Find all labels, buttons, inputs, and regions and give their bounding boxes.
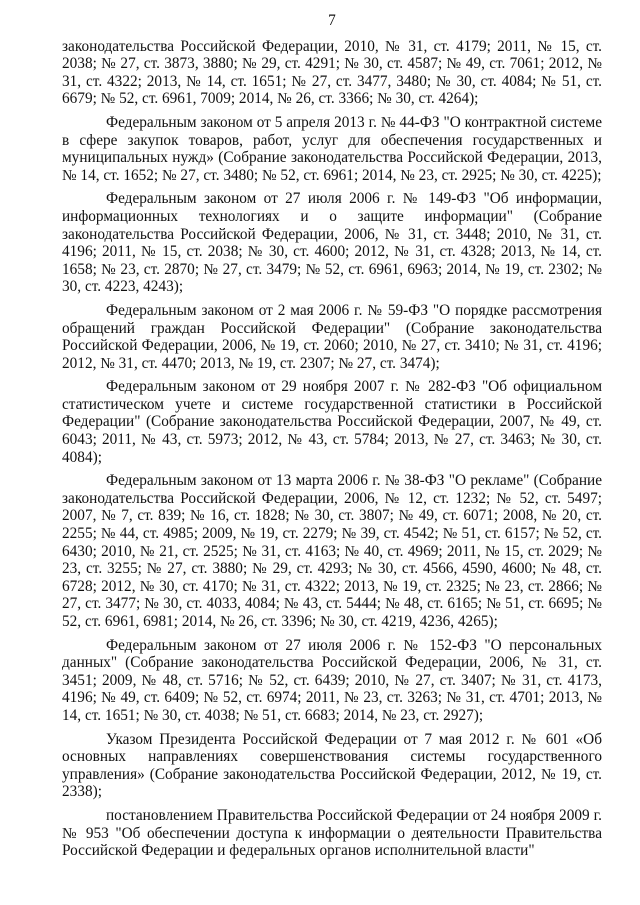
paragraph-law-149fz: Федеральным законом от 27 июля 2006 г. № 149-ФЗ "Об информации, информационных технологиях и о защите информации" (Собрание законодательства Российской Федерации, 2006, № 31, ст. 3448; 2010, № 31, ст. 4196; 2011, № 15, ст. 2038; № 30, ст. 4600; 2012, № 31, ст. 4328; 2013, № 14, ст. 1658; № 23, ст. 2870; № 27, ст. 3479; № 52, ст. 6961, 6963; 2014, № 19, ст. 2302; № 30, ст. 4223, 4243);: [62, 190, 602, 296]
page-number: 7: [328, 12, 336, 29]
paragraph-law-38fz: Федеральным законом от 13 марта 2006 г. № 38-ФЗ "О рекламе" (Собрание законодательства Российской Федерации, 2006, № 12, ст. 1232; № 52, ст. 5497; 2007, № 7, ст. 839; № 16, ст. 1828; № 30, ст. 3807; № 49, ст. 6071; 2008, № 20, ст. 2255; № 44, ст. 4985; 2009, № 19, ст. 2279; № 39, ст. 4542; № 51, ст. 6157; № 52, ст. 6430; 2010, № 21, ст. 2525; № 31, ст. 4163; № 40, ст. 4969; 2011, № 15, ст. 2029; № 23, ст. 3255; № 27, ст. 3880; № 29, ст. 4293; № 30, ст. 4566, 4590, 4600; № 48, ст. 6728; 2012, № 30, ст. 4170; № 31, ст. 4322; 2013, № 19, ст. 2325; № 23, ст. 2866; № 27, ст. 3477; № 30, ст. 4033, 4084; № 43, ст. 5444; № 48, ст. 6165; № 51, ст. 6695; № 52, ст. 6961, 6981; 2014, № 26, ст. 3396; № 30, ст. 4219, 4236, 4265);: [62, 472, 602, 630]
paragraph-law-59fz: Федеральным законом от 2 мая 2006 г. № 59-ФЗ "О порядке рассмотрения обращений граждан Российской Федерации" (Собрание законодательства Российской Федерации, 2006, № 19, ст. 2060; 2010, № 27, ст. 3410; № 31, ст. 4196; 2012, № 31, ст. 4470; 2013, № 19, ст. 2307; № 27, ст. 3474);: [62, 301, 602, 372]
paragraph-continuation: законодательства Российской Федерации, 2010, № 31, ст. 4179; 2011, № 15, ст. 2038; № 27, ст. 3873, 3880; № 29, ст. 4291; № 30, ст. 4587; № 49, ст. 7061; 2012, № 31, ст. 4322; 2013, № 14, ст. 1651; № 27, ст. 3477, 3480; № 30, ст. 4084; № 51, ст. 6679; № 52, ст. 6961, 7009; 2014, № 26, ст. 3366; № 30, ст. 4264);: [62, 37, 602, 108]
paragraph-law-282fz: Федеральным законом от 29 ноября 2007 г. № 282-ФЗ "Об официальном статистическом учете и системе государственной статистики в Российской Федерации" (Собрание законодательства Российской Федерации, 2007, № 49, ст. 6043; 2011, № 43, ст. 5973; 2012, № 43, ст. 5784; 2013, № 27, ст. 3463; № 30, ст. 4084);: [62, 378, 602, 466]
paragraph-law-44fz: Федеральным законом от 5 апреля 2013 г. № 44-ФЗ "О контрактной системе в сфере закупок товаров, работ, услуг для обеспечения государственных и муниципальных нужд» (Собрание законодательства Российской Федерации, 2013, № 14, ст. 1652; № 27, ст. 3480; № 52, ст. 6961; 2014, № 23, ст. 2925; № 30, ст. 4225);: [62, 113, 602, 184]
paragraph-decree-601: Указом Президента Российской Федерации от 7 мая 2012 г. № 601 «Об основных направлениях совершенствования системы государственного управления» (Собрание законодательства Российской Федерации, 2012, № 19, ст. 2338);: [62, 730, 602, 801]
paragraph-resolution-953: постановлением Правительства Российской Федерации от 24 ноября 2009 г. № 953 "Об обеспечении доступа к информации о деятельности Правительства Российской Федерации и федеральных органов исполнительной власти": [62, 806, 602, 860]
paragraph-law-152fz: Федеральным законом от 27 июля 2006 г. № 152-ФЗ "О персональных данных" (Собрание законодательства Российской Федерации, 2006, № 31, ст. 3451; 2009, № 48, ст. 5716; № 52, ст. 6439; 2010, № 27, ст. 3407; № 31, ст. 4173, 4196; № 49, ст. 6409; № 52, ст. 6974; 2011, № 23, ст. 3263; № 31, ст. 4701; 2013, № 14, ст. 1651; № 30, ст. 4038; № 51, ст. 6683; 2014, № 23, ст. 2927);: [62, 636, 602, 724]
